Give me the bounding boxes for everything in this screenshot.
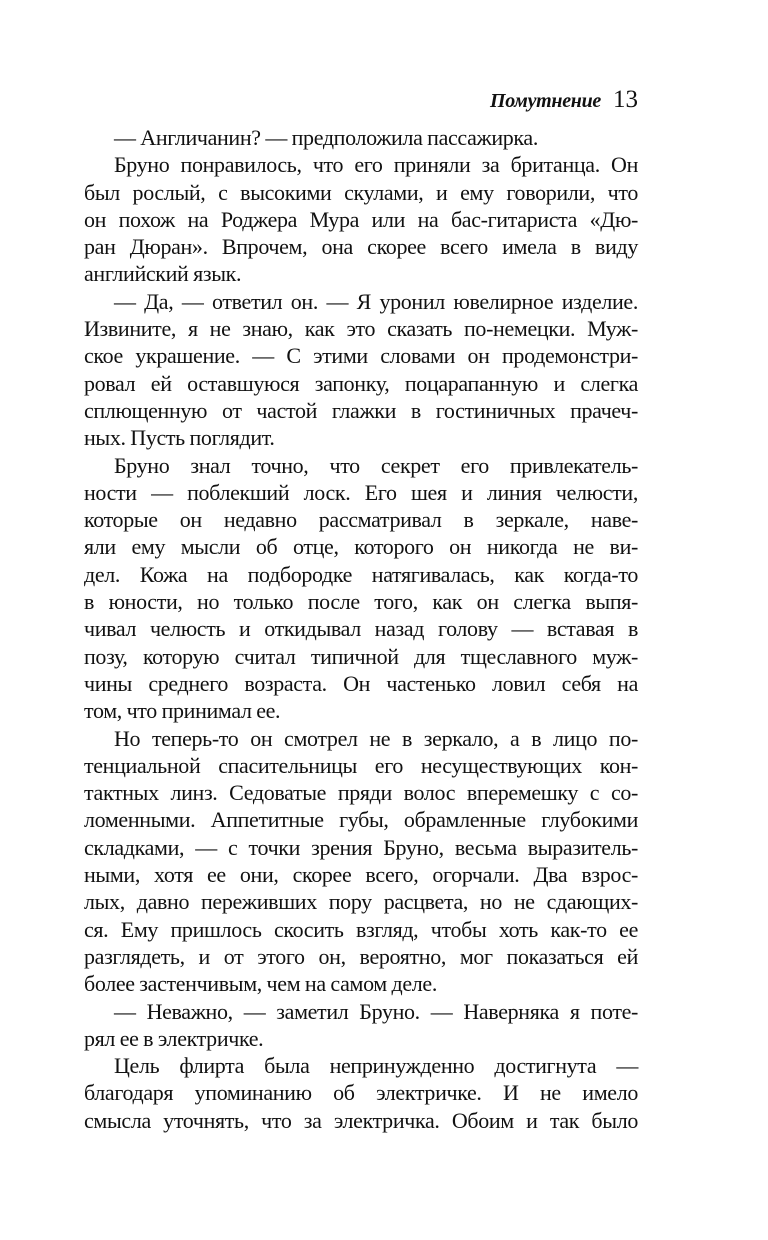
text-line: лых, давно переживших пору расцвета, но не сдающих- <box>84 889 638 915</box>
text-line: был рослый, с высокими скулами, и ему говорили, что <box>84 179 638 205</box>
text-line: в юности, но только после того, как он слегка выпя- <box>84 589 638 615</box>
text-line: он похож на Роджера Мура или на бас-гитариста «Дю- <box>84 206 638 232</box>
text-line: чины среднего возраста. Он частенько ловил себя на <box>84 670 638 696</box>
paragraph <box>84 288 638 452</box>
text-line: Бруно понравилось, что его приняли за британца. Он <box>114 152 638 178</box>
text-line: ран Дюран». Впрочем, она скорее всего имела в виду <box>84 234 638 260</box>
paragraph <box>84 124 638 151</box>
paragraph <box>84 998 638 1053</box>
paragraph <box>84 452 638 725</box>
text-line: тактных линз. Седоватые пряди волос вперемешку с со- <box>84 780 638 806</box>
text-line: разглядеть, и от этого он, вероятно, мог показаться ей <box>84 943 638 969</box>
text-line: чивал челюсть и откидывал назад голову — вставая в <box>84 616 638 642</box>
text-line: ся. Ему пришлось скосить взгляд, чтобы хоть как-то ее <box>84 916 638 942</box>
text-line: благодаря упоминанию об электричке. И не имело <box>84 1080 638 1106</box>
text-line: дел. Кожа на подбородке натягивалась, как когда-то <box>84 561 638 587</box>
text-line: ровал ей оставшуюся запонку, поцарапанную и слегка <box>84 370 638 396</box>
text-line: ности — поблекший лоск. Его шея и линия челюсти, <box>84 479 638 505</box>
paragraph <box>84 725 638 998</box>
running-header <box>84 82 638 121</box>
text-line: тенциальной спасительницы его несуществующих кон- <box>84 752 638 778</box>
body-text <box>84 124 638 1134</box>
text-line: Цель флирта была непринужденно достигнута — <box>114 1053 638 1079</box>
text-line: Но теперь-то он смотрел не в зеркало, а в лицо по- <box>114 725 638 751</box>
running-header-title: Помутнение <box>489 90 601 112</box>
text-line: — Да, — ответил он. — Я уронил ювелирное изделие. <box>114 288 638 314</box>
text-line: смысла уточнять, что за электричка. Обоим и так было <box>84 1107 638 1133</box>
text-line: ных. Пусть поглядит. <box>84 425 275 451</box>
text-line: складками, — с точки зрения Бруно, весьма выразитель- <box>84 834 638 860</box>
text-line: рял ее в электричке. <box>84 1025 264 1051</box>
text-line: которые он недавно рассматривал в зеркале, наве- <box>84 507 638 533</box>
paragraph <box>84 151 638 287</box>
text-line: яли ему мысли об отце, которого он никогда не ви- <box>84 534 638 560</box>
paragraph <box>84 1052 638 1134</box>
text-line: более застенчивым, чем на самом деле. <box>84 971 437 997</box>
text-line: Извините, я не знаю, как это сказать по-немецки. Муж- <box>84 316 638 342</box>
text-line: Бруно знал точно, что секрет его привлекатель- <box>114 452 638 478</box>
text-line: ными, хотя ее они, скорее всего, огорчали. Два взрос- <box>84 862 638 888</box>
text-line: ское украшение. — С этими словами он продемонстри- <box>84 343 638 369</box>
text-line: английский язык. <box>84 261 242 287</box>
page-number: 13 <box>613 86 638 113</box>
text-line: — Неважно, — заметил Бруно. — Наверняка я поте- <box>114 998 638 1024</box>
text-line: том, что принимал ее. <box>84 698 281 724</box>
text-line: ломенными. Аппетитные губы, обрамленные глубокими <box>84 807 638 833</box>
text-line: — Англичанин? — предположила пассажирка. <box>114 125 539 150</box>
text-line: сплющенную от частой глажки в гостиничных прачеч- <box>84 397 638 423</box>
text-line: позу, которую считал типичной для тщеславного муж- <box>84 643 638 669</box>
